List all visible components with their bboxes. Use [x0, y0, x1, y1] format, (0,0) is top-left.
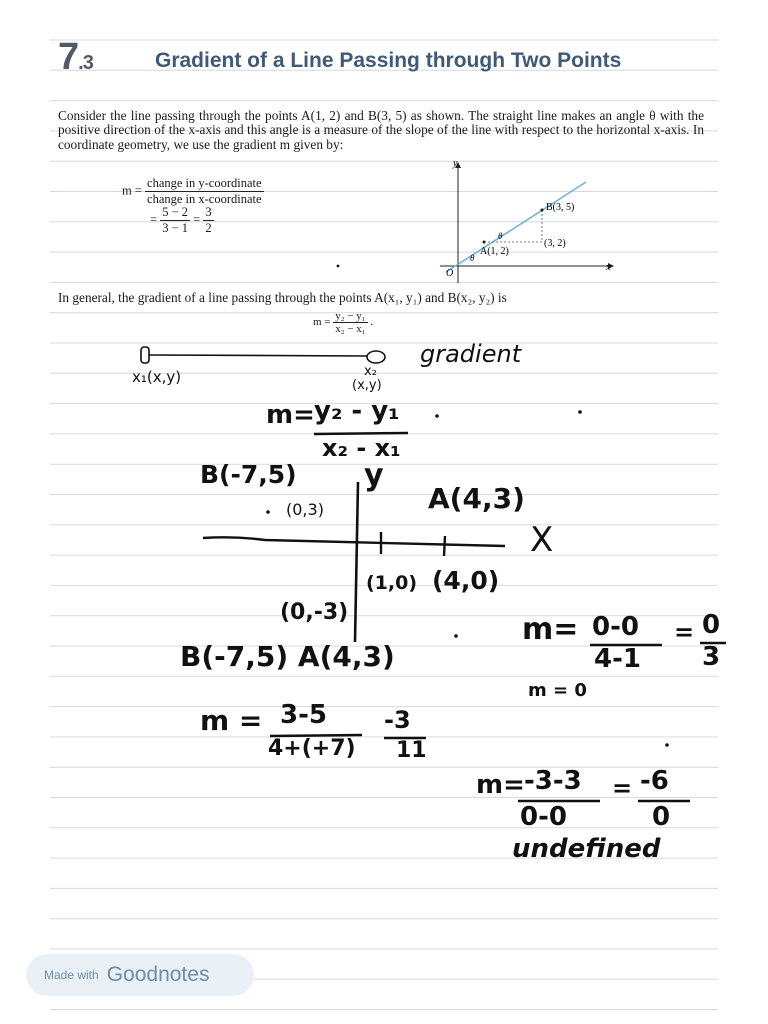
result-numerator: 3	[205, 205, 212, 219]
general-paragraph: In general, the gradient of a line passing through the points A(x₁, y₁) and B(x₂, y₂) is	[58, 290, 507, 305]
segment-left-label: x₁(x,y)	[132, 368, 182, 386]
segment-right-subscript: x₂	[364, 364, 377, 379]
hw-ex1-numerator: 3-5	[280, 700, 327, 730]
hw-ex2-result-den: 3	[702, 642, 721, 672]
hw-example1-points: B(-7,5) A(4,3)	[180, 640, 395, 673]
calc-numerator: 5 − 2	[162, 205, 188, 219]
hw-tick-1-label: (1,0)	[366, 572, 418, 594]
general-period: .	[370, 316, 374, 329]
hw-ex3-result-num: -6	[640, 766, 669, 796]
fig-point-b: B(3, 5)	[546, 202, 575, 213]
general-m-label: m =	[313, 316, 331, 329]
fig-origin: O	[446, 268, 454, 279]
calc-denominator: 3 − 1	[162, 221, 188, 235]
hw-ex3-result-den: 0	[652, 802, 671, 832]
gradient-word: gradient	[420, 340, 522, 368]
calc-equals-2: =	[193, 212, 201, 227]
general-numerator: y₂ − y₁	[335, 310, 366, 322]
section-number-main: 7	[58, 36, 79, 78]
hw-tick-4-label: (4,0)	[432, 566, 500, 595]
hw-ex2-numerator: 0-0	[592, 612, 639, 642]
fig-corner: (3, 2)	[544, 238, 566, 249]
general-denominator: x₂ − x₁	[335, 323, 366, 335]
fig-point-a: A(1, 2)	[480, 246, 509, 257]
hw-ex2-result-num: 0	[702, 610, 721, 640]
hw-axis-y-label: y	[364, 458, 384, 493]
hw-ex3-equals: =	[612, 774, 633, 802]
hw-ex2-equals: =	[674, 618, 695, 646]
hw-ex3-conclusion: undefined	[512, 834, 661, 864]
hw-formula-denominator: x₂ - x₁	[322, 434, 401, 462]
hw-intercept-top: (0,3)	[286, 500, 324, 519]
hw-ex1-result-num: -3	[384, 706, 411, 734]
fig-y-label: y	[453, 158, 458, 169]
badge-brand: Goodnotes	[106, 963, 210, 986]
m-label: m =	[122, 183, 142, 198]
hw-formula-numerator: y₂ - y₁	[314, 396, 400, 426]
goodnotes-badge[interactable]	[26, 954, 254, 996]
badge-made-with: Made with	[44, 968, 99, 982]
hw-ex3-lhs: m=	[476, 770, 525, 800]
hw-point-a: A(4,3)	[428, 482, 525, 515]
definition-numerator: change in y-coordinate	[147, 176, 262, 190]
fig-theta-1: θ	[498, 231, 503, 241]
segment-right-label: (x,y)	[352, 378, 382, 393]
hw-formula-lhs: m=	[266, 400, 315, 430]
hw-ex1-lhs: m =	[200, 704, 263, 737]
hw-ex3-denominator: 0-0	[520, 802, 567, 832]
section-number-sub: .3	[78, 52, 93, 74]
definition-denominator: change in x-coordinate	[147, 192, 262, 206]
fig-theta-2: θ	[470, 253, 475, 263]
hw-ex2-denominator: 4-1	[594, 644, 641, 674]
hw-intercept-bottom: (0,-3)	[280, 600, 349, 625]
hw-ex1-denominator: 4+(+7)	[268, 736, 356, 761]
result-denominator: 2	[205, 221, 212, 235]
intro-paragraph: Consider the line passing through the points A(1, 2) and B(3, 5) as shown. The straight line makes an angle θ with the positive direction of the x-axis and this angle is a measure of the slope of the line with respect to the horizontal x-axis. In coordinate geometry, we use the gradient m given by:	[58, 108, 704, 152]
hw-ex1-result-den: 11	[396, 738, 427, 763]
hw-ex3-numerator: -3-3	[524, 766, 582, 796]
section-title: Gradient of a Line Passing through Two Points	[155, 49, 622, 72]
hw-point-b: B(-7,5)	[200, 460, 297, 489]
hw-ex2-lhs: m=	[522, 612, 579, 647]
calc-equals: =	[150, 212, 158, 227]
hw-axis-x-label: X	[530, 520, 554, 560]
hw-ex2-conclusion: m = 0	[528, 680, 587, 701]
fig-x-label: x	[606, 262, 611, 273]
